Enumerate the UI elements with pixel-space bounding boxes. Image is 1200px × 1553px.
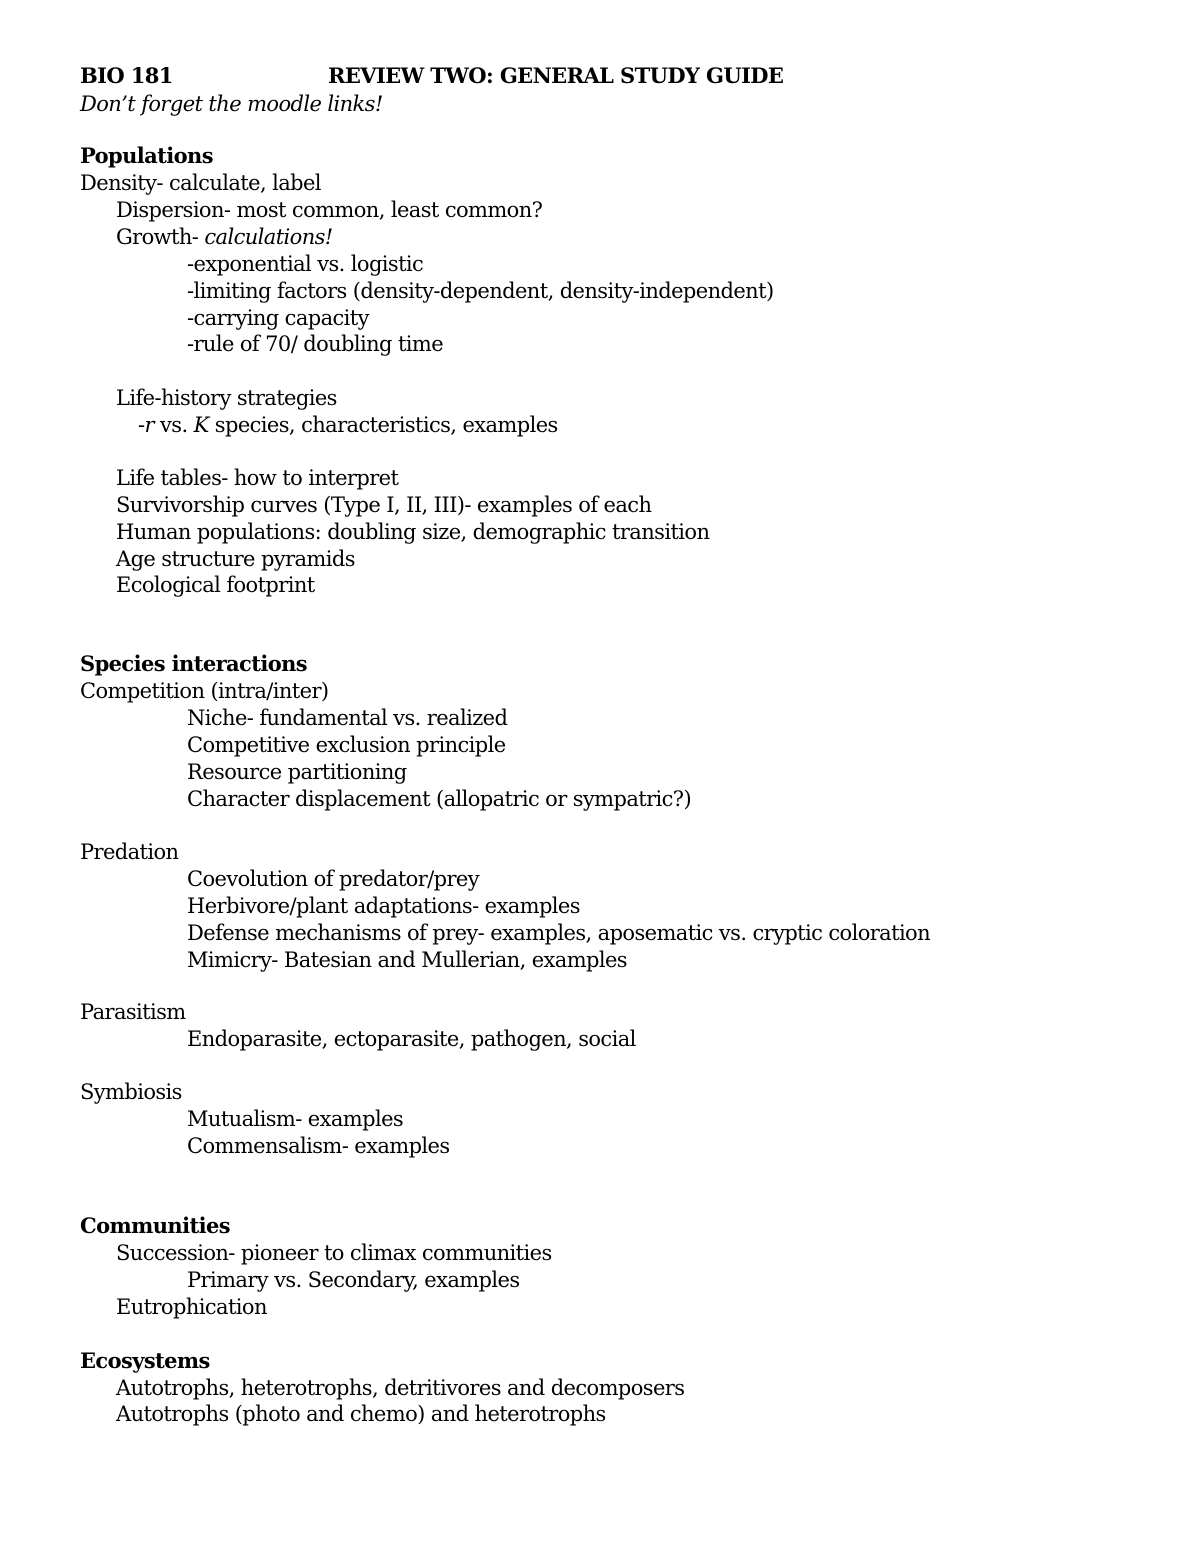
ecosystems-item: Autotrophs, heterotrophs, detritivores and decomposers <box>116 1376 685 1400</box>
parasitism-item: Endoparasite, ectoparasite, pathogen, social <box>187 1027 636 1051</box>
topic-growth <box>116 224 333 250</box>
symbiosis-item: Mutualism- examples <box>187 1107 404 1131</box>
growth-item: -carrying capacity <box>187 306 369 330</box>
k-symbol: K <box>193 413 209 437</box>
symbiosis-item: Commensalism- examples <box>187 1134 450 1158</box>
ecosystems-item: Autotrophs (photo and chemo) and heterotrophs <box>116 1402 606 1426</box>
rk-dash: - <box>138 413 145 437</box>
predation-item: Mimicry- Batesian and Mullerian, examples <box>187 948 627 972</box>
topic-density: Density- calculate, label <box>80 171 321 195</box>
competition-item: Niche- fundamental vs. realized <box>187 706 508 730</box>
growth-item: -exponential vs. logistic <box>187 252 424 276</box>
predation-item: Herbivore/plant adaptations- examples <box>187 894 580 918</box>
predation-item: Coevolution of predator/prey <box>187 867 480 891</box>
topic-item: Ecological footprint <box>116 573 315 597</box>
competition-item: Resource partitioning <box>187 760 407 784</box>
topic-item: Human populations: doubling size, demographic transition <box>116 520 710 544</box>
topic-life-history: Life-history strategies <box>116 386 337 410</box>
growth-item: -limiting factors (density-dependent, density-independent) <box>187 279 774 303</box>
succession-item: Primary vs. Secondary, examples <box>187 1268 520 1292</box>
growth-item: -rule of 70/ doubling time <box>187 332 444 356</box>
section-heading-ecosystems: Ecosystems <box>80 1348 210 1373</box>
topic-parasitism: Parasitism <box>80 1000 186 1024</box>
topic-competition: Competition (intra/inter) <box>80 679 329 703</box>
competition-item: Character displacement (allopatric or sympatric?) <box>187 787 692 811</box>
topic-succession: Succession- pioneer to climax communities <box>116 1241 552 1265</box>
topic-item: Age structure pyramids <box>116 547 355 571</box>
moodle-note: Don’t forget the moodle links! <box>80 92 383 116</box>
growth-label: Growth- <box>116 225 205 249</box>
competition-item: Competitive exclusion principle <box>187 733 506 757</box>
r-symbol: r <box>144 413 154 437</box>
topic-dispersion: Dispersion- most common, least common? <box>116 198 543 222</box>
topic-item: Life tables- how to interpret <box>116 466 399 490</box>
section-heading-communities: Communities <box>80 1213 230 1238</box>
topic-predation: Predation <box>80 840 179 864</box>
rk-vs: vs. <box>153 413 194 437</box>
topic-eutrophication: Eutrophication <box>116 1295 267 1319</box>
predation-item: Defense mechanisms of prey- examples, aposematic vs. cryptic coloration <box>187 921 931 945</box>
page-title: REVIEW TWO: GENERAL STUDY GUIDE <box>328 63 784 88</box>
topic-symbiosis: Symbiosis <box>80 1080 182 1104</box>
course-code: BIO 181 <box>80 63 173 88</box>
topic-r-vs-k <box>138 412 558 438</box>
topic-item: Survivorship curves (Type I, II, III)- examples of each <box>116 493 652 517</box>
growth-emphasis: calculations! <box>204 225 333 249</box>
section-heading-populations: Populations <box>80 143 213 168</box>
section-heading-species-interactions: Species interactions <box>80 651 308 676</box>
rk-rest: species, characteristics, examples <box>208 413 558 437</box>
